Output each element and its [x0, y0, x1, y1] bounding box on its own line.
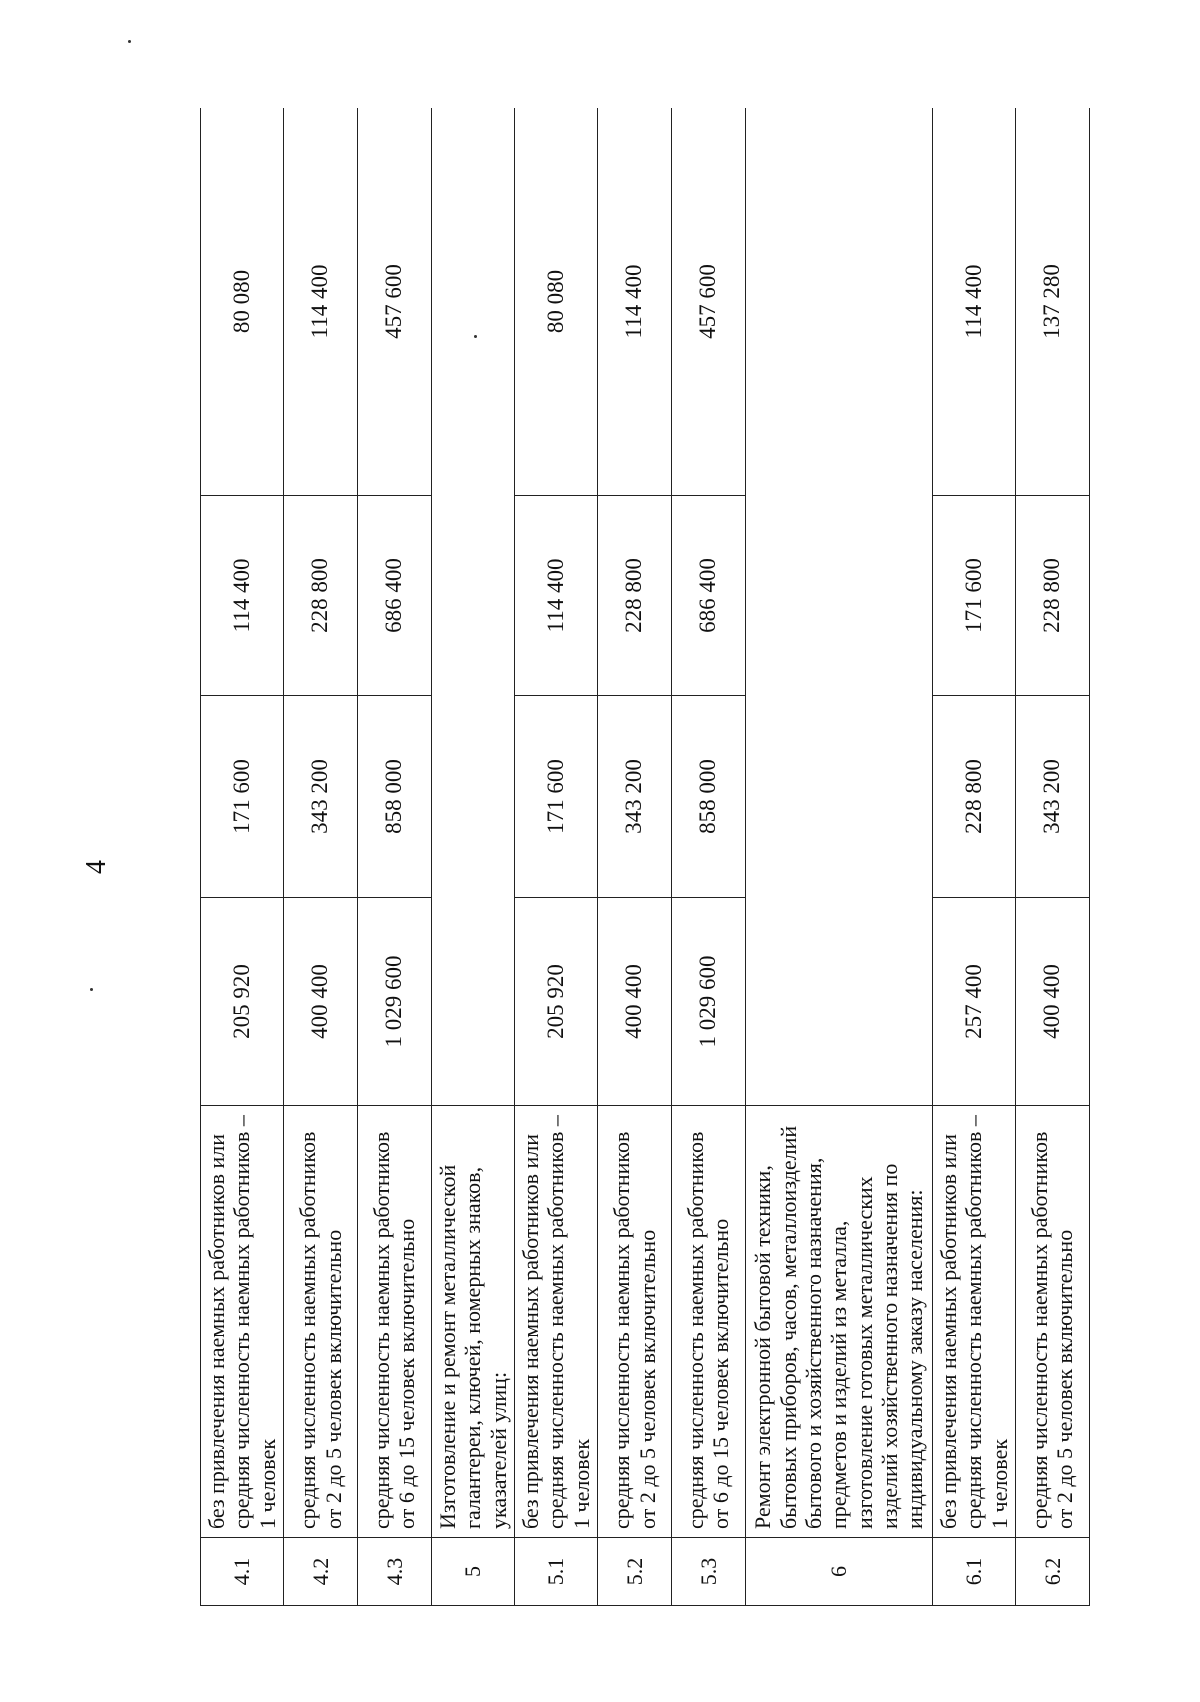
row-number: 5: [431, 1538, 514, 1606]
value-cell-4: 114 400: [598, 108, 672, 496]
section-empty-cell: [745, 108, 932, 1106]
scan-speck: [90, 988, 93, 991]
row-number: 5.3: [672, 1538, 746, 1606]
value-cell-4: 80 080: [201, 108, 284, 496]
row-number: 4.1: [201, 1538, 284, 1606]
row-number: 5.2: [598, 1538, 672, 1606]
row-number: 4.2: [284, 1538, 358, 1606]
tariff-table-container: [200, 108, 1090, 1606]
value-cell-2: 343 200: [1015, 696, 1089, 898]
scan-speck: [128, 40, 131, 43]
value-cell-4: 137 280: [1015, 108, 1089, 496]
value-cell-3: 114 400: [201, 496, 284, 696]
value-cell-2: 858 000: [672, 696, 746, 898]
row-number: 5.1: [515, 1538, 598, 1606]
row-number: 6.1: [932, 1538, 1015, 1606]
table-row-section: [745, 108, 932, 1606]
row-number: 6.2: [1015, 1538, 1089, 1606]
value-cell-4: 457 600: [672, 108, 746, 496]
value-cell-1: 1 029 600: [358, 898, 432, 1106]
value-cell-3: 228 800: [598, 496, 672, 696]
value-cell-2: 343 200: [598, 696, 672, 898]
table-row: [201, 108, 284, 1606]
value-cell-2: 171 600: [515, 696, 598, 898]
value-cell-1: 257 400: [932, 898, 1015, 1106]
row-description: средняя численность наемных работников от 2 до 5 человек включительно: [284, 1106, 358, 1538]
row-description: без привлечения наемных работников или средняя численность наемных работников – 1 человек: [515, 1106, 598, 1538]
value-cell-3: 686 400: [672, 496, 746, 696]
value-cell-4: 114 400: [932, 108, 1015, 496]
row-description: средняя численность наемных работников от 6 до 15 человек включительно: [672, 1106, 746, 1538]
value-cell-1: 400 400: [598, 898, 672, 1106]
value-cell-1: 400 400: [1015, 898, 1089, 1106]
value-cell-2: 228 800: [932, 696, 1015, 898]
row-number: 4.3: [358, 1538, 432, 1606]
value-cell-3: 686 400: [358, 496, 432, 696]
value-cell-3: 114 400: [515, 496, 598, 696]
value-cell-4: 457 600: [358, 108, 432, 496]
value-cell-1: 205 920: [201, 898, 284, 1106]
table-row: [358, 108, 432, 1606]
row-description: средняя численность наемных работников от 2 до 5 человек включительно: [598, 1106, 672, 1538]
value-cell-4: 80 080: [515, 108, 598, 496]
value-cell-3: 171 600: [932, 496, 1015, 696]
value-cell-2: 343 200: [284, 696, 358, 898]
row-description: Ремонт электронной бытовой техники, бытовых приборов, часов, металлоизделий бытового и хозяйственного назначения, предметов и изделий из металла, изготовление готовых металлических изделий хозяйственного назначения по индивидуальному заказу населения:: [745, 1106, 932, 1538]
table-row: [515, 108, 598, 1606]
table-row: [284, 108, 358, 1606]
value-cell-4: 114 400: [284, 108, 358, 496]
row-description: Изготовление и ремонт металлической галантереи, ключей, номерных знаков, указателей улиц:: [431, 1106, 514, 1538]
value-cell-1: 400 400: [284, 898, 358, 1106]
row-description: без привлечения наемных работников или средняя численность наемных работников – 1 человек: [201, 1106, 284, 1538]
value-cell-1: 1 029 600: [672, 898, 746, 1106]
value-cell-2: 858 000: [358, 696, 432, 898]
row-description: без привлечения наемных работников или средняя численность наемных работников – 1 человек: [932, 1106, 1015, 1538]
table-row: [932, 108, 1015, 1606]
value-cell-3: 228 800: [1015, 496, 1089, 696]
table-row: [672, 108, 746, 1606]
row-number: 6: [745, 1538, 932, 1606]
page-number: 4: [81, 860, 112, 874]
table-row: [1015, 108, 1089, 1606]
value-cell-2: 171 600: [201, 696, 284, 898]
row-description: средняя численность наемных работников от 2 до 5 человек включительно: [1015, 1106, 1089, 1538]
value-cell-3: 228 800: [284, 496, 358, 696]
section-empty-cell: [431, 108, 514, 1106]
rotated-table: [200, 108, 1090, 1606]
table-row-section: [431, 108, 514, 1606]
row-description: средняя численность наемных работников от 6 до 15 человек включительно: [358, 1106, 432, 1538]
value-cell-1: 205 920: [515, 898, 598, 1106]
tariff-table: [200, 108, 1090, 1606]
table-row: [598, 108, 672, 1606]
